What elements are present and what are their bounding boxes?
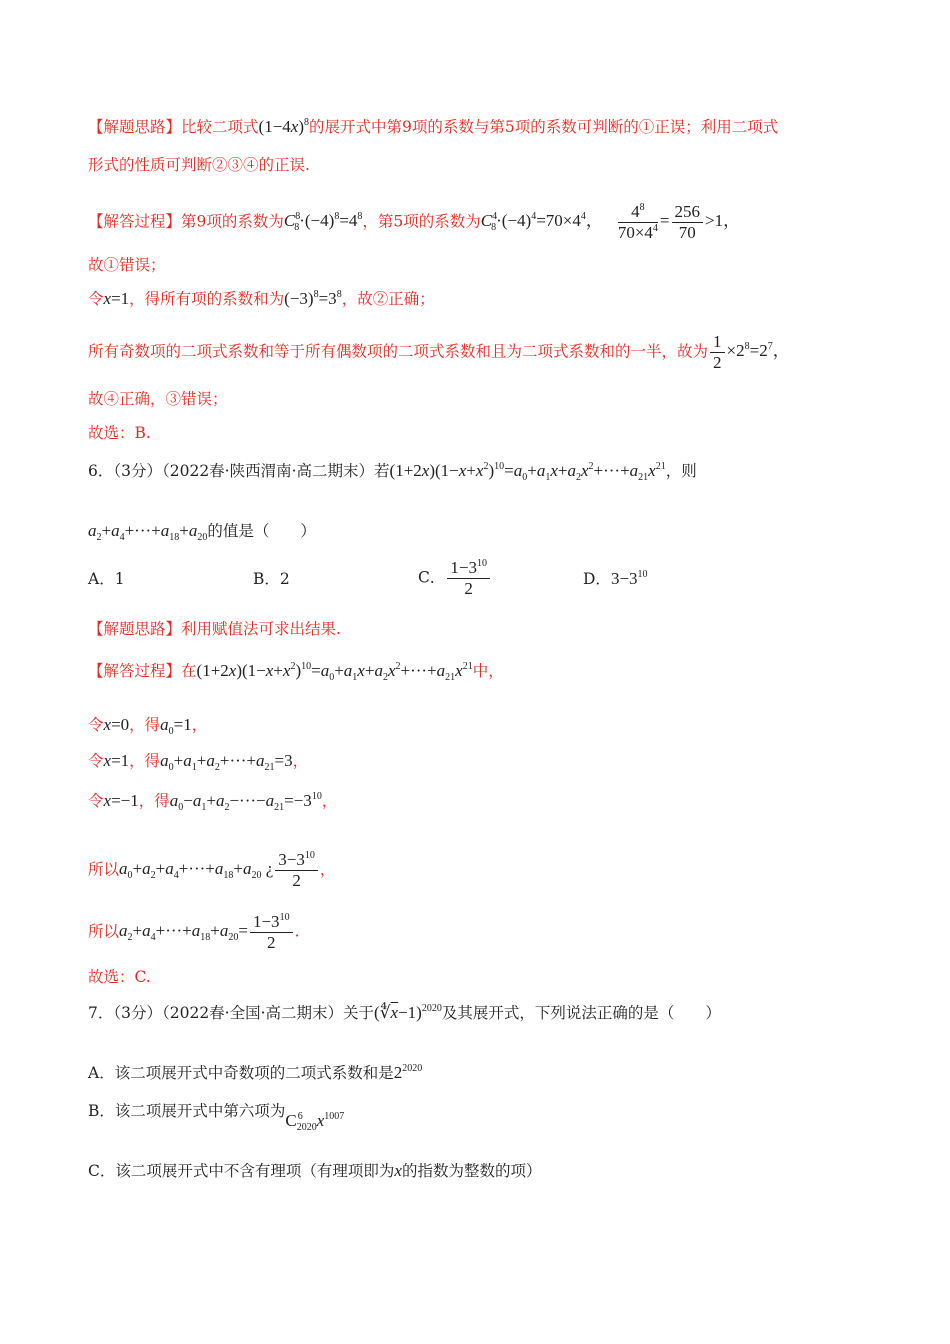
sol5-thinking-line2: 形式的性质可判断②③④的正误. — [88, 156, 310, 174]
sol5-process-line: 【解答过程】第9项的系数为$C^8_8\cdot(-4)^8=4^8$，第5项的系数为$C^4_8\cdot(-4)^4=70\times 4^4$， $\frac{4^8}{70\times 4^4}$ = $\frac{256}{70}$ >1， — [88, 202, 741, 242]
frac-4pow8-over-70x4pow4: $\frac{4^8}{70\times 4^4}$ — [617, 202, 658, 242]
q6-step1: 令x=0，得$a_0=1$， — [88, 715, 208, 737]
q6-answer: 故选：C. — [88, 968, 151, 986]
frac-half: $\frac{1}{2}$ — [710, 332, 725, 373]
q6-option-c[interactable]: C． $\frac{1-3^{10}}{2}$ — [418, 558, 492, 599]
q6-option-d[interactable]: D．$3-3^{10}$ — [583, 569, 648, 588]
q6-thinking: 【解题思路】利用赋值法可求出结果. — [88, 620, 341, 638]
q7-stem: 7．（3分）（2022春·全国·高二期末）关于$(∜\overline{x}-1)^{2020}$及其展开式，下列说法正确的是（ ） — [88, 1003, 721, 1022]
frac-256-70: $\frac{256}{70}$ — [672, 202, 704, 243]
q6-step2: 令x=1，得$a_0+a_1+a_2+\cdot\cdot\cdot+a_{21}=3$， — [88, 751, 309, 773]
q7-option-a[interactable]: A．该二项展开式中奇数项的二项式系数和是$2^{2020}$ — [88, 1063, 423, 1082]
q6-step5: 所以$a_2+a_4+\cdot\cdot\cdot+a_{18}+a_{20}=$ $\frac{1-3^{10}}{2}$ . — [88, 912, 300, 952]
sol5-thinking-label: 【解题思路】 — [88, 118, 182, 136]
sol5-line-a: 故①错误； — [88, 256, 166, 274]
q6-option-b[interactable]: B．2 — [253, 570, 290, 588]
q6-stem2: $a_2+a_4+\cdot\cdot\cdot+a_{18}+a_{20}$的值是（ ） — [88, 521, 316, 543]
sol5-line-c: 所有奇数项的二项式系数和等于所有偶数项的二项式系数和且为二项式系数和的一半，故为 $\frac{1}{2}$ $\times 2^8=2^7$， — [88, 332, 790, 372]
sol5-answer: 故选：B. — [88, 424, 151, 442]
q6-meta: （3分）（2022春·陕西渭南·高二期末）若 — [113, 462, 390, 480]
q6-stem: 6．（3分）（2022春·陕西渭南·高二期末）若$(1+2x)(1-x+x^2)^{10}=a_0+a_1x+a_2x^2+\cdot\cdot\cdot+a_{21}x^{21}$，则 — [88, 461, 697, 483]
q6-option-a[interactable]: A．1 — [88, 570, 125, 588]
sol5-line-d: 故④正确，③错误； — [88, 390, 228, 408]
q6-step4: 所以$a_0+a_2+a_4+\cdot\cdot\cdot+a_{18}+a_{20}$ ¿ $\frac{3-3^{10}}{2}$ ， — [88, 850, 336, 890]
sol5-thinking-line: 【解题思路】比较二项式$(1-4x)^8$的展开式中第9项的系数与第5项的系数可判断的①正误；利用二项式 — [88, 117, 779, 136]
q6-number: 6． — [88, 462, 114, 480]
q7-option-c[interactable]: C．该二项展开式中不含有理项（有理项即为x的指数为整数的项） — [88, 1161, 542, 1180]
q7-option-b[interactable]: B．该二项展开式中第六项为$C^6_{2020}x^{1007}$ — [88, 1102, 345, 1133]
sol5-process-label: 【解答过程】 — [88, 212, 182, 231]
q6-step3: 令x=−1，得$a_0-a_1+a_2-\cdot\cdot\cdot-a_{21}=-3^{10}$， — [88, 791, 338, 813]
sol5-line-b: 令x=1，得所有项的系数和为$(-3)^8=3^8$，故②正确； — [88, 289, 435, 308]
q6-process: 【解答过程】在$(1+2x)(1-x+x^2)^{10}=a_0+a_1x+a_2x^2+\cdot\cdot\cdot+a_{21}x^{21}$中， — [88, 661, 504, 683]
